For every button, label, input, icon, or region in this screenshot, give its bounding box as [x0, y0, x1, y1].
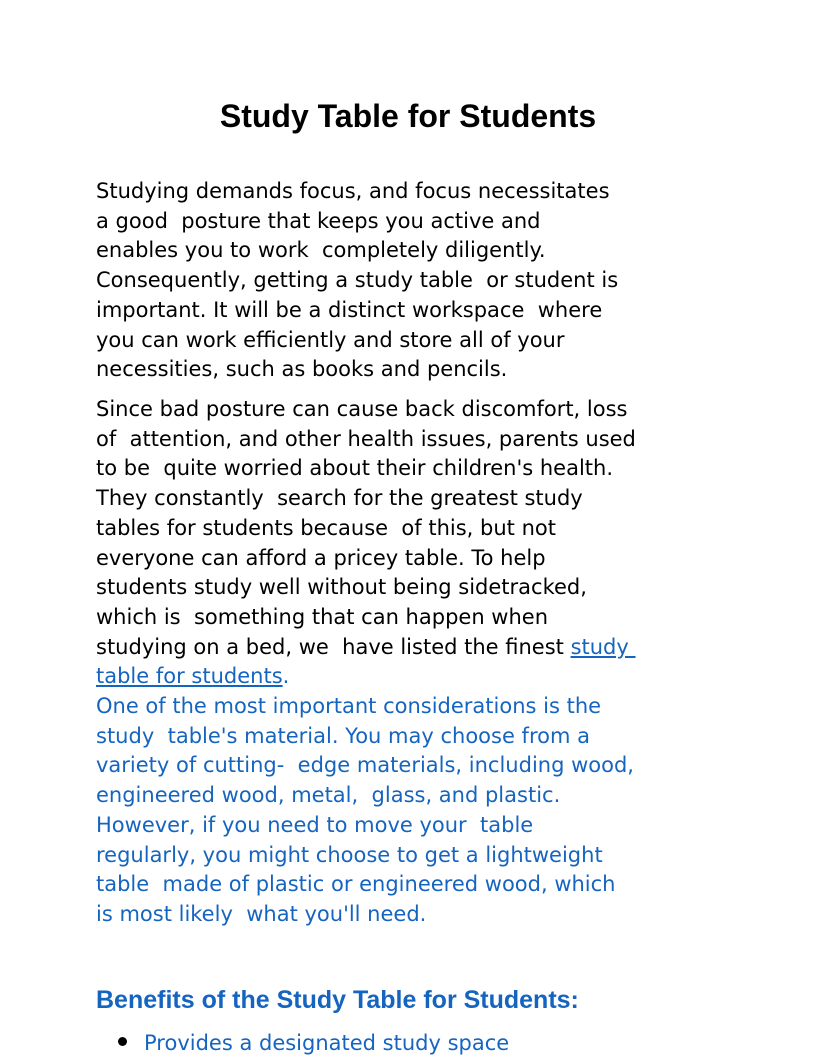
paragraph-line-text: studying on a bed, we have listed the finest [96, 634, 571, 659]
paragraph-line: Studying demands focus, and focus necessitates [96, 179, 610, 203]
paragraph-line: regularly, you might choose to get a lightweight [96, 842, 603, 867]
paragraph-line [96, 633, 720, 663]
material-paragraph [96, 692, 720, 930]
intro-paragraph [96, 177, 720, 385]
paragraph-line: everyone can afford a pricey table. To help [96, 545, 546, 570]
paragraph-line: table made of plastic or engineered wood, which [96, 872, 616, 897]
paragraph-line: students study well without being sidetracked, [96, 575, 587, 600]
paragraph-line: One of the most important considerations is the [96, 694, 602, 718]
paragraph-line: variety of cutting- edge materials, including wood, [96, 753, 634, 778]
paragraph-line: tables for students because of this, but not [96, 515, 556, 540]
bullet-icon [118, 1037, 127, 1046]
list-item [96, 1029, 509, 1059]
study-table-link[interactable]: study [570, 634, 636, 659]
paragraph-line: important. It will be a distinct workspace where [96, 297, 603, 322]
paragraph-line: They constantly search for the greatest study [96, 486, 583, 511]
page-title: Study Table for Students [219, 98, 597, 134]
link-period: . [282, 664, 290, 689]
paragraph-line: engineered wood, metal, glass, and plastic. [96, 783, 561, 808]
paragraph-line: which is something that can happen when [96, 604, 549, 629]
paragraph-line: However, if you need to move your table [96, 812, 534, 837]
paragraph-line: of attention, and other health issues, parents used [96, 426, 636, 451]
paragraph-line: necessities, such as books and pencils. [96, 357, 508, 382]
benefits-heading: Benefits of the Study Table for Students: [96, 986, 579, 1014]
paragraph-line: enables you to work completely diligently. [96, 238, 546, 263]
paragraph-line: study table's material. You may choose from a [96, 723, 590, 748]
paragraph-line: Consequently, getting a study table or student is [96, 268, 619, 293]
paragraph-line: a good posture that keeps you active and [96, 208, 541, 233]
paragraph-line: you can work efficiently and store all of your [96, 327, 565, 352]
paragraph-line: is most likely what you'll need. [96, 901, 427, 926]
paragraph-line: to be quite worried about their children's health. [96, 456, 614, 481]
paragraph-line [96, 662, 720, 692]
study-table-link-continued[interactable]: table for students [96, 664, 283, 689]
list-item-text: Provides a designated study space [144, 1031, 510, 1055]
benefits-list [96, 1029, 509, 1059]
paragraph-line: Since bad posture can cause back discomfort, loss [96, 397, 628, 421]
posture-paragraph [96, 395, 720, 692]
